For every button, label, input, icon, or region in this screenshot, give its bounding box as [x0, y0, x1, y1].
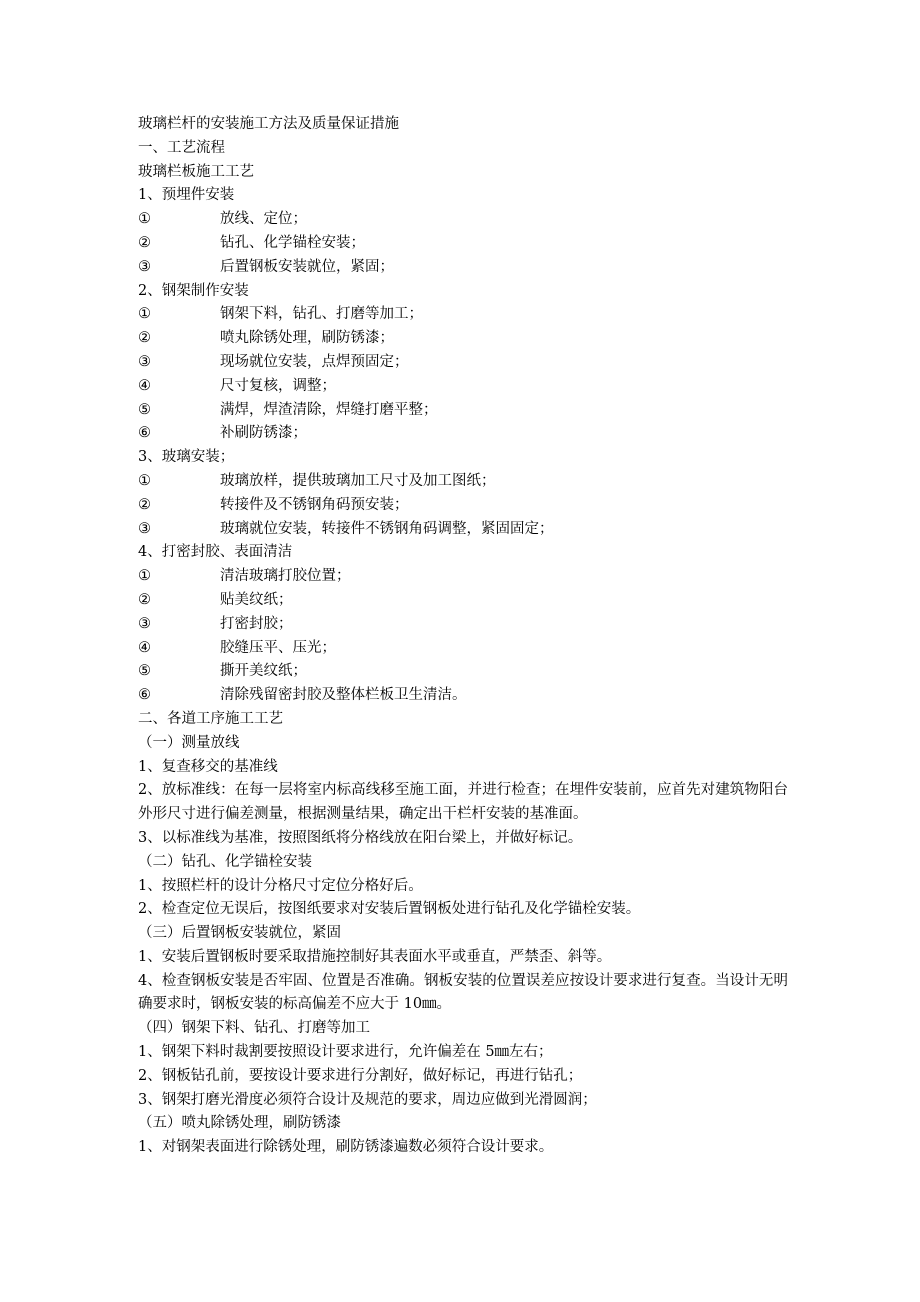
- step-number: ④: [138, 639, 151, 656]
- step-number: ⑤: [138, 663, 151, 680]
- step-text: 钢架下料，钻孔、打磨等加工；: [220, 306, 423, 323]
- document-body: [138, 113, 788, 1160]
- step-number: ①: [138, 568, 151, 585]
- paragraph: 2、检查定位无误后，按图纸要求对安装后置钢板处进行钻孔及化学锚栓安装。: [138, 901, 641, 918]
- list-item: [138, 208, 788, 232]
- subsection-title: （一）测量放线: [138, 734, 240, 751]
- step-text: 现场就位安装，点焊预固定；: [220, 353, 409, 370]
- list-item: [138, 375, 788, 399]
- list-item: [138, 303, 788, 327]
- section-2-heading: 二、各道工序施工工艺: [138, 710, 283, 727]
- step-number: ③: [138, 615, 151, 632]
- list-item: [138, 518, 788, 542]
- step-text: 钻孔、化学锚栓安装；: [220, 234, 365, 251]
- paragraph: 1、钢架下料时裁割要按照设计要求进行，允许偏差在 5㎜左右；: [138, 1044, 553, 1061]
- list-item: [138, 589, 788, 613]
- step-number: ①: [138, 472, 151, 489]
- subsection-title: （三）后置钢板安装就位，紧固: [138, 925, 341, 942]
- list-item: [138, 327, 788, 351]
- step-text: 放线、定位；: [220, 211, 307, 228]
- paragraph: 2、放标准线：在每一层将室内标高线移至施工面，并进行检查；在埋件安装前，应首先对建筑物阳台外形尺寸进行偏差测量，根据测量结果，确定出干栏杆安装的基准面。: [138, 782, 788, 823]
- list-item: [138, 422, 788, 446]
- section-1-heading: 一、工艺流程: [138, 139, 225, 156]
- step-number: ②: [138, 496, 151, 513]
- step-text: 后置钢板安装就位，紧固；: [220, 258, 394, 275]
- step-text: 打密封胶；: [220, 615, 293, 632]
- step-text: 清除残留密封胶及整体栏板卫生清洁。: [220, 687, 467, 704]
- step-number: ①: [138, 306, 151, 323]
- document-title: 玻璃栏杆的安装施工方法及质量保证措施: [138, 116, 399, 132]
- paragraph: 2、钢板钻孔前，要按设计要求进行分割好，做好标记，再进行钻孔；: [138, 1067, 583, 1084]
- list-item: [138, 256, 788, 280]
- step-text: 补刷防锈漆；: [220, 425, 307, 442]
- step-number: ⑥: [138, 425, 151, 442]
- step-text: 喷丸除锈处理，刷防锈漆；: [220, 330, 394, 347]
- list-item: [138, 232, 788, 256]
- step-number: ⑤: [138, 401, 151, 418]
- step-number: ②: [138, 330, 151, 347]
- list-item: [138, 494, 788, 518]
- list-item: [138, 613, 788, 637]
- list-item: [138, 565, 788, 589]
- paragraph: 1、按照栏杆的设计分格尺寸定位分格好后。: [138, 877, 423, 894]
- step-number: ④: [138, 377, 151, 394]
- paragraph: 1、安装后置钢板时要采取措施控制好其表面水平或垂直，严禁歪、斜等。: [138, 948, 612, 965]
- subsection-title: （五）喷丸除锈处理，刷防锈漆: [138, 1115, 341, 1132]
- list-item: [138, 351, 788, 375]
- group-title: 1、预埋件安装: [138, 187, 235, 204]
- step-number: ②: [138, 234, 151, 251]
- step-text: 贴美纹纸；: [220, 591, 293, 608]
- section-1-subheading: 玻璃栏板施工工艺: [138, 163, 254, 180]
- list-item: [138, 399, 788, 423]
- step-text: 尺寸复核，调整；: [220, 377, 336, 394]
- paragraph: 3、钢架打磨光滑度必须符合设计及规范的要求，周边应做到光滑圆润；: [138, 1091, 597, 1108]
- group-title: 4、打密封胶、表面清洁: [138, 544, 293, 561]
- step-text: 玻璃放样，提供玻璃加工尺寸及加工图纸；: [220, 472, 496, 489]
- paragraph: 1、复查移交的基准线: [138, 758, 278, 775]
- step-number: ⑥: [138, 687, 151, 704]
- list-item: [138, 660, 788, 684]
- step-number: ②: [138, 591, 151, 608]
- list-item: [138, 637, 788, 661]
- subsection-title: （二）钻孔、化学锚栓安装: [138, 853, 312, 870]
- group-title: 3、玻璃安装；: [138, 449, 235, 466]
- step-text: 胶缝压平、压光；: [220, 639, 336, 656]
- list-item: [138, 684, 788, 708]
- step-number: ①: [138, 211, 151, 228]
- list-item: [138, 470, 788, 494]
- step-text: 玻璃就位安装，转接件不锈钢角码调整，紧固固定；: [220, 520, 554, 537]
- group-title: 2、钢架制作安装: [138, 282, 249, 299]
- step-text: 满焊，焊渣清除，焊缝打磨平整；: [220, 401, 438, 418]
- step-text: 撕开美纹纸；: [220, 663, 307, 680]
- paragraph: 4、检查钢板安装是否牢固、位置是否准确。钢板安装的位置误差应按设计要求进行复查。当设计无明确要求时，钢板安装的标高偏差不应大于 10㎜。: [138, 972, 788, 1013]
- step-text: 转接件及不锈钢角码预安装；: [220, 496, 409, 513]
- step-number: ③: [138, 353, 151, 370]
- step-text: 清洁玻璃打胶位置；: [220, 568, 351, 585]
- paragraph: 3、以标准线为基准，按照图纸将分格线放在阳台梁上，并做好标记。: [138, 829, 583, 846]
- step-number: ③: [138, 520, 151, 537]
- step-number: ③: [138, 258, 151, 275]
- subsection-title: （四）钢架下料、钻孔、打磨等加工: [138, 1020, 370, 1037]
- paragraph: 1、对钢架表面进行除锈处理，刷防锈漆遍数必须符合设计要求。: [138, 1139, 554, 1156]
